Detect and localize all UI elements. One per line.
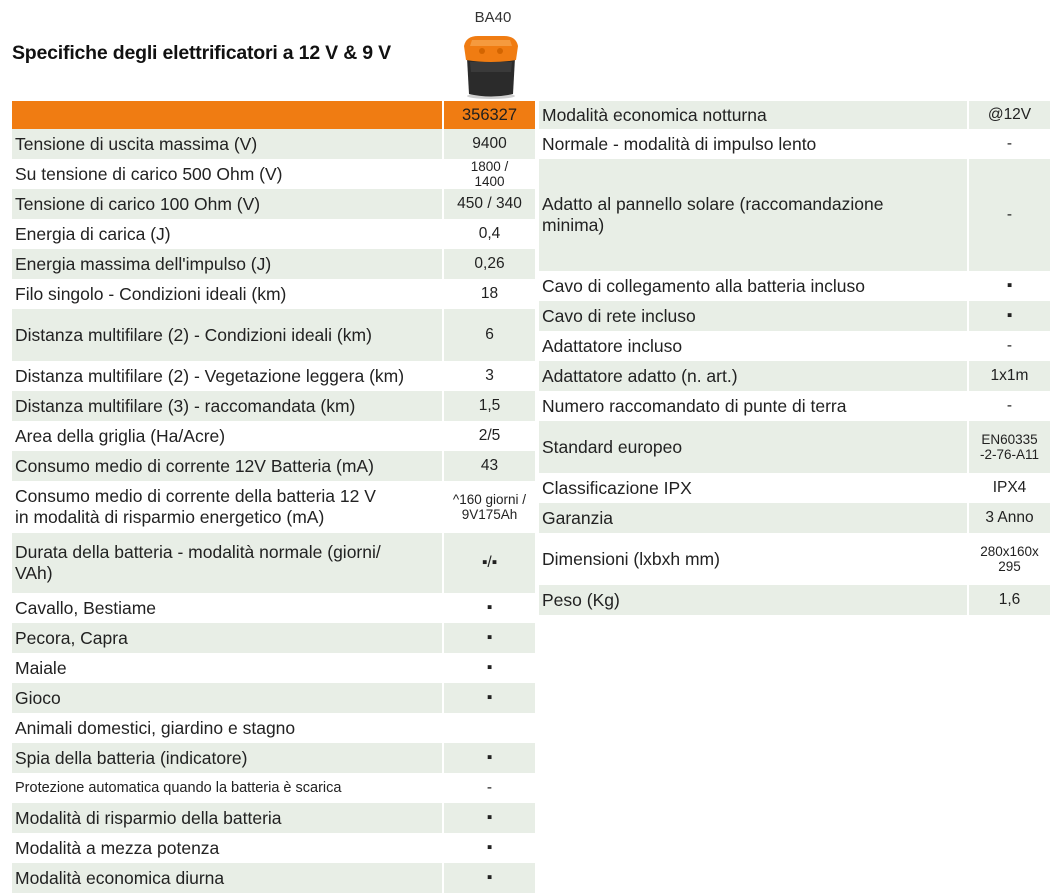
table-row bbox=[539, 129, 1050, 159]
spec-value: 43 bbox=[442, 451, 535, 481]
spec-value: ▪ bbox=[442, 863, 535, 893]
header-label-cell bbox=[12, 101, 442, 129]
table-row bbox=[539, 159, 1050, 271]
table-row bbox=[12, 533, 535, 593]
table-row bbox=[12, 833, 535, 863]
table-row bbox=[539, 421, 1050, 473]
table-row bbox=[12, 309, 535, 361]
spec-value: ▪ bbox=[442, 653, 535, 683]
table-row bbox=[539, 533, 1050, 585]
spec-label: Standard europeo bbox=[542, 436, 683, 457]
spec-label: Su tensione di carico 500 Ohm (V) bbox=[15, 163, 283, 184]
spec-value: ▪ bbox=[442, 743, 535, 773]
table-row bbox=[12, 189, 535, 219]
table-row bbox=[12, 623, 535, 653]
model-name: BA40 bbox=[474, 9, 512, 26]
spec-value: 6 bbox=[442, 309, 535, 361]
spec-value: 1,6 bbox=[967, 585, 1050, 615]
spec-label: Consumo medio di corrente 12V Batteria (mA) bbox=[15, 455, 374, 476]
spec-label: Pecora, Capra bbox=[15, 627, 128, 648]
spec-value: 0,26 bbox=[442, 249, 535, 279]
table-row bbox=[12, 653, 535, 683]
spec-label: Consumo medio di corrente della batteria 12 V in modalità di risparmio energetico (mA) bbox=[15, 486, 376, 527]
table-header-row bbox=[12, 101, 535, 129]
table-row bbox=[539, 331, 1050, 361]
spec-value: - bbox=[442, 773, 535, 803]
spec-label: Area della griglia (Ha/Acre) bbox=[15, 425, 226, 446]
table-row bbox=[12, 361, 535, 391]
spec-value: - bbox=[967, 129, 1050, 159]
spec-label: Gioco bbox=[15, 687, 61, 708]
table-row bbox=[12, 481, 535, 533]
spec-label: Animali domestici, giardino e stagno bbox=[15, 717, 296, 738]
table-row bbox=[539, 271, 1050, 301]
table-row bbox=[539, 101, 1050, 129]
spec-value: 450 / 340 bbox=[442, 189, 535, 219]
spec-label: Protezione automatica quando la batteria è scarica bbox=[15, 779, 342, 796]
table-row bbox=[539, 503, 1050, 533]
table-row bbox=[539, 301, 1050, 331]
spec-value: 9400 bbox=[442, 129, 535, 159]
spec-value: IPX4 bbox=[967, 473, 1050, 503]
table-row bbox=[539, 473, 1050, 503]
spec-value: 3 Anno bbox=[967, 503, 1050, 533]
spec-value: 18 bbox=[442, 279, 535, 309]
spec-value: @12V bbox=[967, 101, 1050, 129]
table-row bbox=[12, 219, 535, 249]
spec-label: Energia di carica (J) bbox=[15, 223, 171, 244]
spec-value: - bbox=[967, 391, 1050, 421]
spec-value: EN60335 -2-76-A11 bbox=[967, 421, 1050, 473]
page-title: Specifiche degli elettrificatori a 12 V & 9 V bbox=[12, 42, 391, 64]
spec-label: Modalità di risparmio della batteria bbox=[15, 807, 282, 828]
table-row bbox=[539, 585, 1050, 615]
spec-value: ▪ bbox=[442, 683, 535, 713]
spec-value: ▪ bbox=[442, 623, 535, 653]
spec-label: Maiale bbox=[15, 657, 67, 678]
spec-label: Filo singolo - Condizioni ideali (km) bbox=[15, 283, 287, 304]
spec-label: Peso (Kg) bbox=[542, 589, 620, 610]
spec-value: ^160 giorni / 9V175Ah bbox=[442, 481, 535, 533]
table-row bbox=[12, 129, 535, 159]
spec-label: Classificazione IPX bbox=[542, 477, 692, 498]
spec-value: 2/5 bbox=[442, 421, 535, 451]
table-row bbox=[12, 451, 535, 481]
table-row bbox=[12, 713, 535, 743]
table-row bbox=[539, 391, 1050, 421]
table-row bbox=[12, 803, 535, 833]
spec-label: Durata della batteria - modalità normale (giorni/ VAh) bbox=[15, 542, 381, 583]
article-number: 356327 bbox=[442, 101, 535, 129]
table-row bbox=[12, 249, 535, 279]
spec-label: Cavallo, Bestiame bbox=[15, 597, 157, 618]
spec-label: Dimensioni (lxbxh mm) bbox=[542, 548, 720, 569]
spec-label: Adattatore adatto (n. art.) bbox=[542, 365, 738, 386]
spec-value: ▪ bbox=[967, 301, 1050, 331]
spec-value: 0,4 bbox=[442, 219, 535, 249]
table-row bbox=[12, 159, 535, 189]
spec-value: - bbox=[967, 331, 1050, 361]
spec-label: Distanza multifilare (3) - raccomandata (km) bbox=[15, 395, 356, 416]
spec-value: ▪ bbox=[967, 271, 1050, 301]
spec-value: 280x160x 295 bbox=[967, 533, 1050, 585]
spec-value: ▪/▪ bbox=[442, 533, 535, 593]
spec-label: Modalità a mezza potenza bbox=[15, 837, 220, 858]
table-row bbox=[12, 593, 535, 623]
spec-label: Distanza multifilare (2) - Vegetazione leggera (km) bbox=[15, 365, 405, 386]
spec-label: Garanzia bbox=[542, 507, 614, 528]
spec-value: ▪ bbox=[442, 803, 535, 833]
left-spec-table bbox=[12, 101, 535, 893]
spec-label: Spia della batteria (indicatore) bbox=[15, 747, 248, 768]
table-row bbox=[12, 773, 535, 803]
table-row bbox=[12, 421, 535, 451]
spec-label: Modalità economica diurna bbox=[15, 867, 225, 888]
table-row bbox=[12, 743, 535, 773]
spec-value: 3 bbox=[442, 361, 535, 391]
spec-value: - bbox=[967, 159, 1050, 271]
spec-label: Tensione di carico 100 Ohm (V) bbox=[15, 193, 261, 214]
spec-label: Adatto al pannello solare (raccomandazione minima) bbox=[542, 194, 884, 235]
spec-value: ▪ bbox=[442, 593, 535, 623]
spec-label: Cavo di rete incluso bbox=[542, 305, 696, 326]
table-row bbox=[12, 683, 535, 713]
table-row bbox=[12, 863, 535, 893]
spec-label: Numero raccomandato di punte di terra bbox=[542, 395, 847, 416]
spec-value bbox=[442, 713, 535, 743]
spec-label: Cavo di collegamento alla batteria incluso bbox=[542, 275, 865, 296]
spec-value: 1x1m bbox=[967, 361, 1050, 391]
spec-label: Adattatore incluso bbox=[542, 335, 683, 356]
spec-label: Normale - modalità di impulso lento bbox=[542, 133, 817, 154]
table-row bbox=[12, 391, 535, 421]
spec-label: Tensione di uscita massima (V) bbox=[15, 133, 258, 154]
table-row bbox=[12, 279, 535, 309]
spec-label: Modalità economica notturna bbox=[542, 104, 767, 125]
right-spec-table bbox=[539, 101, 1050, 615]
spec-value: 1800 / 1400 bbox=[442, 159, 535, 189]
spec-value: ▪ bbox=[442, 833, 535, 863]
spec-value: 1,5 bbox=[442, 391, 535, 421]
energizer-device-icon bbox=[458, 32, 524, 100]
spec-label: Distanza multifilare (2) - Condizioni ideali (km) bbox=[15, 324, 372, 345]
table-row bbox=[539, 361, 1050, 391]
spec-label: Energia massima dell'impulso (J) bbox=[15, 253, 272, 274]
